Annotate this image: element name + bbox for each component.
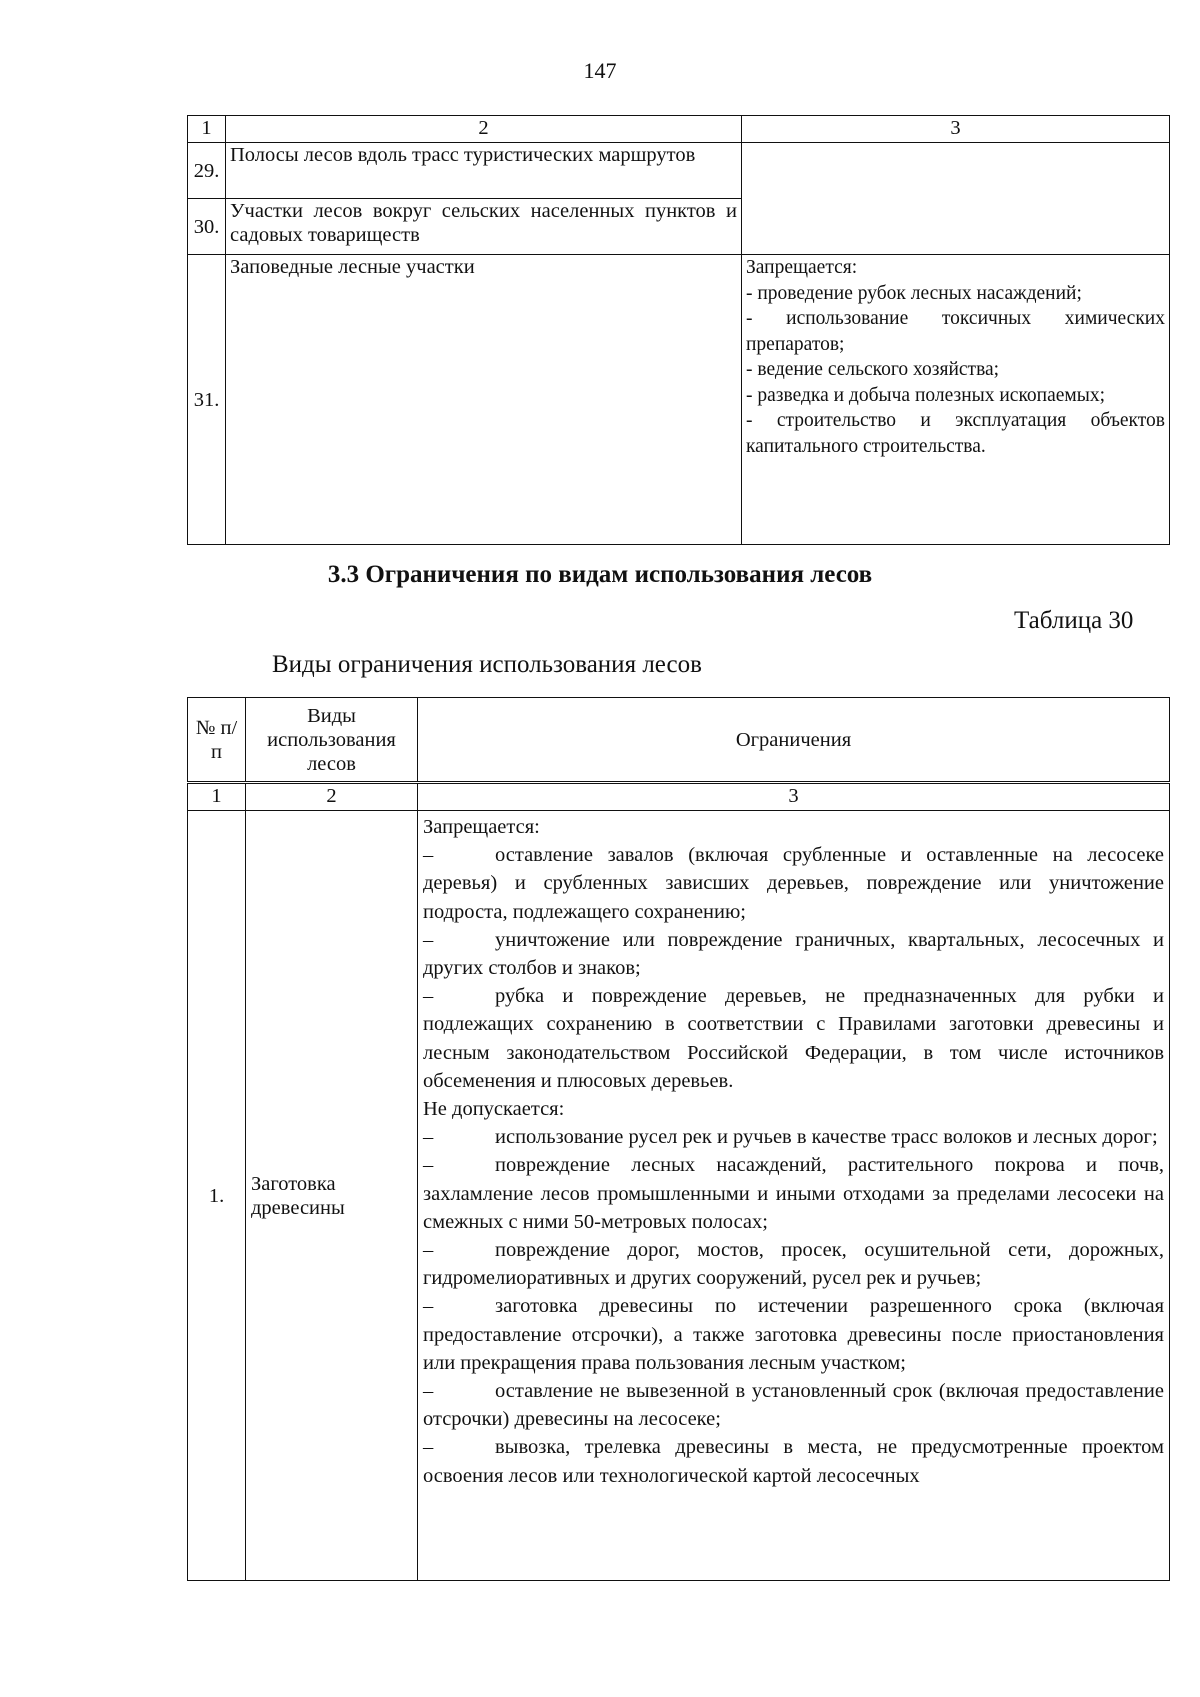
column-index-1: 1 <box>188 116 226 143</box>
restriction-title: Запрещается: <box>423 816 540 838</box>
restrictions-table-continued <box>187 115 1170 545</box>
restriction-item: - разведка и добыча полезных ископаемых; <box>746 384 1106 406</box>
restrictions-list <box>742 255 1170 545</box>
section-heading: 3.3 Ограничения по видам использования лесов <box>327 561 873 588</box>
table-caption: Виды ограничения использования лесов <box>272 651 702 678</box>
restriction-item: – повреждение дорог, мостов, просек, осушительной сети, дорожных, гидромелиоративных и других сооружений, русел рек и ручьев; <box>423 1239 1164 1290</box>
restrictions-list <box>418 811 1170 1581</box>
row-number: 30. <box>188 199 226 255</box>
restriction-item: – рубка и повреждение деревьев, не предназначенных для рубки и подлежащих сохранению в соответствии с Правилами заготовки древесины и лесным законодательством Российской Федерации, в том числе источников обсеменения и плюсовых деревьев. <box>423 985 1164 1092</box>
forest-category: Полосы лесов вдоль трасс туристических маршрутов <box>226 143 742 199</box>
row-number: 1. <box>188 811 246 1581</box>
restriction-title: Запрещается: <box>746 257 858 278</box>
forest-category: Заповедные лесные участки <box>226 255 742 545</box>
restriction-item: – оставление не вывезенной в установленный срок (включая предоставление отсрочки) древесины на лесосеке; <box>423 1380 1164 1431</box>
row-number: 29. <box>188 143 226 199</box>
restriction-item: – использование русел рек и ручьев в качестве трасс волоков и лесных дорог; <box>423 1126 1158 1149</box>
page-number: 147 <box>583 58 617 83</box>
row-number: 31. <box>188 255 226 545</box>
forest-use-type: Заготовка древесины <box>246 811 418 1581</box>
table-number-label: Таблица 30 <box>1014 607 1134 634</box>
column-index-3: 3 <box>418 783 1170 811</box>
restriction-item: – заготовка древесины по истечении разрешенного срока (включая предоставление отсрочки), а также заготовка древесины после приостановления или прекращения права пользования лесным участком; <box>423 1295 1164 1374</box>
table-row <box>188 255 1170 545</box>
column-index-2: 2 <box>226 116 742 143</box>
restriction-item: – повреждение лесных насаждений, растительного покрова и почв, захламление лесов промышленными и иными отходами за пределами лесосеки на смежных с ними 50-метровых полосах; <box>423 1154 1164 1233</box>
restriction-item: - строительство и эксплуатация объектов капитального строительства. <box>746 410 1165 457</box>
forest-category: Участки лесов вокруг сельских населенных пунктов и садовых товариществ <box>226 199 742 255</box>
table-header-row <box>188 698 1170 783</box>
table-row <box>188 143 1170 199</box>
column-header-restrictions: Ограничения <box>418 698 1170 783</box>
column-header-number: № п/п <box>188 698 246 783</box>
forest-use-restrictions-table <box>187 697 1170 1581</box>
restriction-item: – вывозка, трелевка древесины в места, не предусмотренные проектом освоения лесов или технологической картой лесосечных <box>423 1436 1164 1487</box>
restriction-title: Не допускается: <box>423 1098 565 1121</box>
restriction-item: – оставление завалов (включая срубленные и оставленные на лесосеке деревья) и срубленных зависших деревьев, повреждение или уничтожение подроста, подлежащего сохранению; <box>423 844 1164 923</box>
table-header-row <box>188 116 1170 143</box>
restriction-item: - проведение рубок лесных насаждений; <box>746 282 1082 304</box>
table-row <box>188 811 1170 1581</box>
column-header-use-type: Виды использования лесов <box>246 698 418 783</box>
restriction-item: – уничтожение или повреждение граничных, квартальных, лесосечных и других столбов и знаков; <box>423 928 1164 980</box>
column-index-1: 1 <box>188 783 246 811</box>
column-index-3: 3 <box>742 116 1170 143</box>
restriction-item: - использование токсичных химических препаратов; <box>746 308 1165 355</box>
column-index-2: 2 <box>246 783 418 811</box>
table-index-row <box>188 783 1170 811</box>
restriction-item: - ведение сельского хозяйства; <box>746 359 1000 380</box>
restrictions-cell-empty <box>742 143 1170 255</box>
